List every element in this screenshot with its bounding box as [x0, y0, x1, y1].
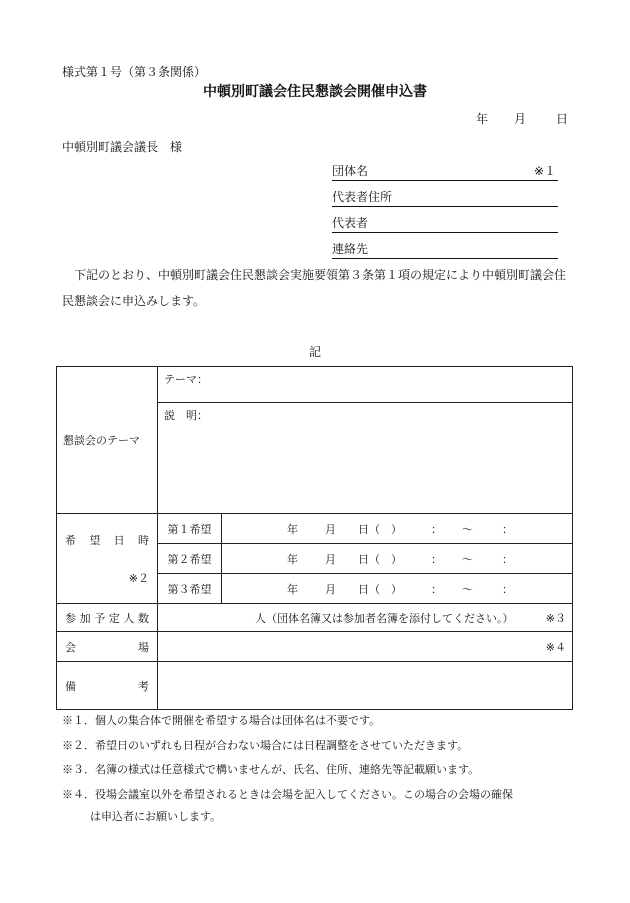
participants-text: 人（団体名簿又は参加者名簿を添付してください。）	[255, 611, 514, 625]
explanation-sublabel: 説 明：	[164, 409, 208, 422]
participants-label-cell	[57, 604, 158, 632]
start-colon: ：	[431, 552, 442, 566]
representative-address-field[interactable]	[332, 189, 558, 207]
theme-label: 懇談会のテーマ	[57, 367, 158, 514]
note-1: ※１．個人の集合体で開催を希望する場合は団体名は不要です。	[62, 714, 381, 727]
participants-label-char: 定	[108, 611, 120, 625]
venue-label-cell	[57, 632, 158, 662]
remarks-input[interactable]	[158, 662, 573, 710]
document-title: 中頓別町議会住民懇談会開催申込書	[203, 84, 427, 100]
date-month-label: 月	[514, 112, 527, 126]
date-day-label: 日	[556, 112, 569, 126]
tilde: 〜	[462, 522, 473, 536]
note-4-continuation: は申込者にお願いします。	[90, 810, 222, 823]
month-label: 月	[325, 582, 336, 596]
remarks-label-char: 備	[65, 679, 76, 693]
representative-address-label: 代表者住所	[332, 190, 393, 204]
remarks-label	[57, 678, 157, 694]
preference-2-label: 第２希望	[158, 544, 222, 574]
theme-sublabel: テーマ：	[164, 373, 208, 386]
day-label: 日（ ）	[358, 552, 402, 566]
theme-input[interactable]	[158, 367, 573, 403]
month-label: 月	[325, 522, 336, 536]
preference-1-label: 第１希望	[158, 514, 222, 544]
ki-heading: 記	[308, 345, 321, 359]
dates-label-char: 時	[137, 533, 149, 547]
end-colon: ：	[502, 552, 513, 566]
day-label: 日（ ）	[358, 582, 402, 596]
dates-label-cell	[57, 514, 158, 604]
venue-label	[57, 639, 157, 655]
note-2: ※２．希望日のいずれも日程が合わない場合には日程調整をさせていただきます。	[62, 739, 469, 752]
remarks-label-cell	[57, 662, 158, 710]
participants-input[interactable]	[158, 604, 573, 632]
venue-label-char: 場	[138, 640, 149, 654]
participants-label-char: 数	[137, 611, 149, 625]
contact-field[interactable]	[332, 241, 558, 259]
participants-note: ※３	[545, 611, 566, 625]
participants-label-char: 予	[94, 611, 106, 625]
group-name-field[interactable]	[332, 163, 558, 181]
venue-note: ※４	[545, 640, 566, 654]
participants-label-char: 参	[65, 611, 76, 625]
start-colon: ：	[431, 582, 442, 596]
participants-label-char: 加	[79, 611, 91, 625]
representative-label: 代表者	[332, 216, 369, 230]
year-label: 年	[287, 552, 298, 566]
form-number-label: 様式第１号（第３条関係）	[62, 65, 207, 79]
day-label: 日（ ）	[358, 522, 402, 536]
participants-label-char: 人	[123, 611, 135, 625]
dates-label-char: 希	[65, 533, 76, 547]
preference-3-label: 第３希望	[158, 574, 222, 604]
month-label: 月	[325, 552, 336, 566]
preference-1-date-input[interactable]	[222, 514, 573, 544]
representative-field[interactable]	[332, 215, 558, 233]
dates-label	[57, 532, 157, 548]
group-name-note: ※１	[533, 164, 556, 178]
group-name-label: 団体名	[332, 164, 369, 178]
note-3: ※３．名簿の様式は任意様式で構いませんが、氏名、住所、連絡先等記載願います。	[62, 763, 480, 776]
preference-3-date-input[interactable]	[222, 574, 573, 604]
dates-note: ※２	[128, 571, 149, 585]
dates-label-char: 望	[89, 533, 101, 547]
remarks-label-char: 考	[138, 679, 149, 693]
start-colon: ：	[431, 522, 442, 536]
date-year-label: 年	[476, 112, 489, 126]
application-table	[56, 366, 573, 710]
contact-label: 連絡先	[332, 242, 369, 256]
request-statement: 下記のとおり、中頓別町議会住民懇談会実施要領第３条第１項の規定により中頓別町議会住民懇談会に申込みします。	[62, 268, 567, 308]
venue-label-char: 会	[65, 640, 76, 654]
dates-label-char: 日	[113, 533, 125, 547]
participants-label	[57, 610, 157, 626]
explanation-input[interactable]	[158, 403, 573, 514]
year-label: 年	[287, 582, 298, 596]
note-4: ※４．役場会議室以外を希望されるときは会場を記入してください。この場合の会場の確保	[62, 788, 513, 801]
preference-2-date-input[interactable]	[222, 544, 573, 574]
venue-input[interactable]	[158, 632, 573, 662]
end-colon: ：	[502, 522, 513, 536]
tilde: 〜	[462, 552, 473, 566]
tilde: 〜	[462, 582, 473, 596]
year-label: 年	[287, 522, 298, 536]
addressee: 中頓別町議会議長 様	[62, 140, 183, 154]
end-colon: ：	[502, 582, 513, 596]
